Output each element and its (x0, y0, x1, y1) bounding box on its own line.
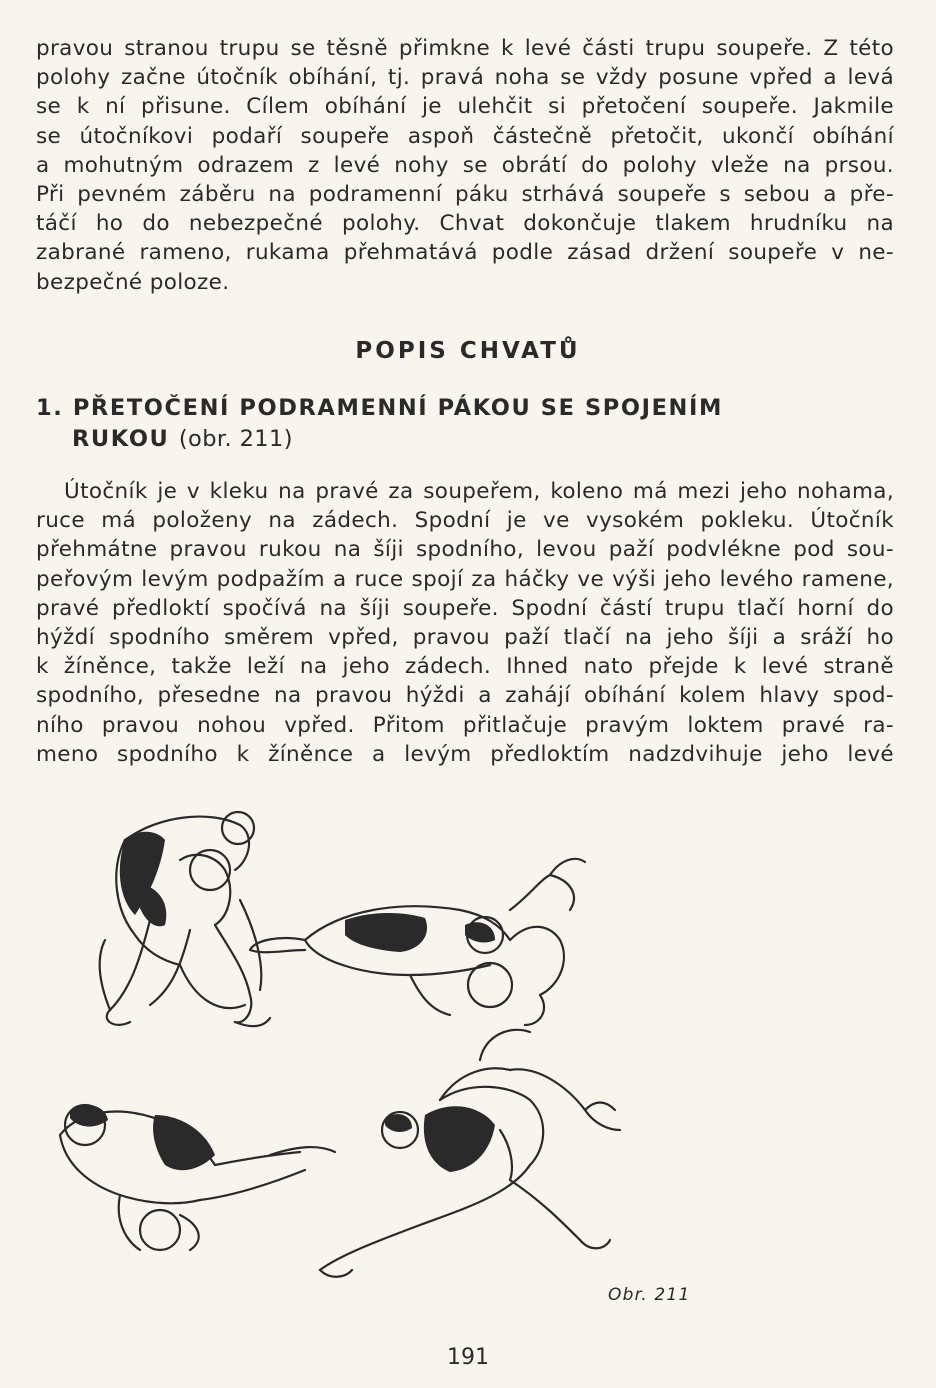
text-line: Při pevném záběru na podramenní páku strhává soupeře s sebou a pře- (36, 182, 894, 208)
text-line: spodního, přesedne na pravou hýždi a zahájí obíhání kolem hlavy spod- (36, 683, 894, 709)
text-line: hýždí spodního směrem vpřed, pravou paží tlačí na jeho šíji a sráží ho (36, 625, 894, 651)
intro-paragraph (36, 34, 894, 297)
text-line: přehmátne pravou rukou na šíji spodního, levou paží podvlékne pod sou- (36, 537, 894, 563)
figure-caption: Obr. 211 (608, 1285, 691, 1305)
text-line: Útočník je v kleku na pravé za soupeřem, koleno má mezi jeho nohama, (64, 479, 894, 504)
text-line: ního pravou nohou vpřed. Přitom přitlačuje pravým loktem pravé ra- (36, 712, 894, 738)
text-line: peřovým levým podpažím a ruce spojí za háčky ve výši jeho levého ramene, (36, 566, 894, 592)
page-number: 191 (447, 1345, 489, 1370)
subsection-title-word: RUKOU (72, 426, 170, 452)
text-line: a mohutným odrazem z levé nohy se obrátí do polohy vleže na prsou. (36, 152, 894, 178)
wrestling-figure (40, 800, 910, 1320)
text-line: se útočníkovi podaří soupeře aspoň částečně přetočit, ukončí obíhání (36, 123, 894, 149)
wrestling-illustration (40, 800, 910, 1320)
subsection-title (36, 393, 896, 455)
text-line: pravou stranou trupu se těsně přimkne k levé části trupu soupeře. Z této (36, 36, 894, 61)
text-line: polohy začne útočník obíhání, tj. pravá noha se vždy posune vpřed a levá (36, 65, 894, 91)
text-line: se k ní přisune. Cílem obíhání je ulehčit si přetočení soupeře. Jakmile (36, 94, 894, 120)
subsection-title-line1: 1. PŘETOČENÍ PODRAMENNÍ PÁKOU SE SPOJENÍM (36, 395, 723, 421)
text-line: pravé předloktí spočívá na šíji soupeře. Spodní částí trupu tlačí horní do (36, 595, 894, 621)
text-line: táčí ho do nebezpečné polohy. Chvat dokončuje tlakem hrudníku na (36, 211, 894, 237)
section-heading: POPIS CHVATŮ (355, 338, 581, 364)
body-paragraph (36, 477, 894, 769)
subsection-title-line2 (36, 424, 896, 455)
text-line: zabrané rameno, rukama přehmatává podle zásad držení soupeře v ne- (36, 240, 894, 266)
figure-reference: (obr. 211) (178, 426, 293, 452)
text-line: ruce má položeny na zádech. Spodní je ve vysokém pokleku. Útočník (36, 508, 894, 534)
wrestlers-ground-hold-drawing (60, 1105, 335, 1250)
text-line: bezpečné poloze. (36, 269, 230, 295)
text-line: meno spodního k žíněnce a levým předloktím nadzdvihuje jeho levé (36, 741, 894, 767)
text-line: k žíněnce, takže leží na jeho zádech. Ihned nato přejde k levé straně (36, 654, 894, 680)
